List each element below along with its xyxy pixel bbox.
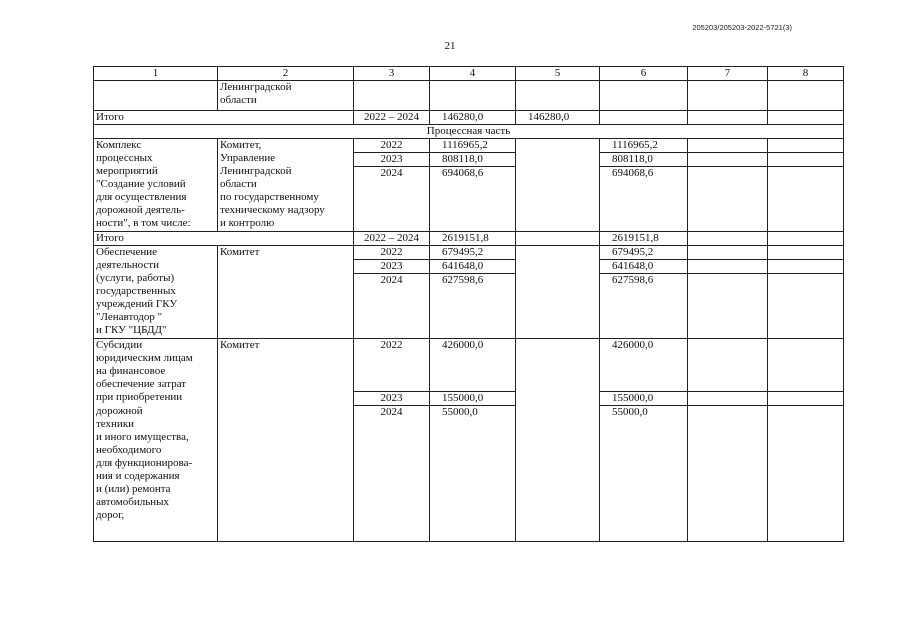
cell [94,81,218,111]
cell [768,339,844,392]
section-row [94,125,844,139]
header-col-8: 8 [768,67,844,81]
value-col-6: 2619151,8 [600,232,688,246]
cell [768,153,844,167]
cell [516,81,600,111]
cell [768,139,844,153]
cell [430,81,516,111]
cell [688,111,768,125]
executor-cell: Ленинградской области [218,81,354,111]
executor-cell: Комитет [218,339,354,542]
page-number: 21 [444,40,456,52]
value-col-6: 679495,2 [600,246,688,260]
year-cell: 2024 [354,274,430,339]
cell [688,232,768,246]
cell [354,81,430,111]
value-col-4: 1116965,2 [430,139,516,153]
cell [768,167,844,232]
budget-table [93,66,844,542]
cell [688,274,768,339]
value-col-4: 694068,6 [430,167,516,232]
cell [688,246,768,260]
section-title: Процессная часть [94,125,844,139]
measure-name-cont: при приобретении [94,391,218,405]
value-col-5: 146280,0 [516,111,600,125]
value-col-4: 426000,0 [430,339,516,392]
year-cell: 2023 [354,391,430,405]
value-col-6: 1116965,2 [600,139,688,153]
cell [688,81,768,111]
value-col-6: 55000,0 [600,405,688,541]
year-cell: 2024 [354,405,430,541]
cell [688,339,768,392]
value-col-4: 679495,2 [430,246,516,260]
measure-name: Обеспечение деятельности (услуги, работы) государственных учреждений ГКУ "Ленавтодор " и ГКУ "ЦБДД" [94,246,218,339]
cell [768,81,844,111]
header-col-4: 4 [430,67,516,81]
value-col-6: 694068,6 [600,167,688,232]
total-row [94,232,844,246]
value-col-4: 808118,0 [430,153,516,167]
year-cell: 2023 [354,260,430,274]
cell [688,139,768,153]
cell [688,167,768,232]
value-col-4: 641648,0 [430,260,516,274]
year-cell: 2024 [354,167,430,232]
header-col-1: 1 [94,67,218,81]
measure-name: Комплекс процессных мероприятий "Создание условий для осуществления дорожной деятель- ности", в том числе: [94,139,218,232]
value-col-6: 641648,0 [600,260,688,274]
value-col-6: 627598,6 [600,274,688,339]
header-col-7: 7 [688,67,768,81]
cell [516,339,600,542]
executor-cell: Комитет, Управление Ленинградской области по государственному техническому надзору и контролю [218,139,354,232]
cell [516,246,600,339]
header-row [94,67,844,81]
cell [688,153,768,167]
total-row [94,111,844,125]
header-col-2: 2 [218,67,354,81]
document-id: 205203/205203-2022-5721(3) [692,23,792,32]
table-row [94,391,844,405]
header-col-3: 3 [354,67,430,81]
total-label: Итого [94,111,354,125]
cell [516,232,600,246]
cell [600,81,688,111]
value-col-6: 808118,0 [600,153,688,167]
cell [768,246,844,260]
year-cell: 2022 [354,246,430,260]
value-col-6: 155000,0 [600,391,688,405]
header-col-6: 6 [600,67,688,81]
header-col-5: 5 [516,67,600,81]
cell [688,391,768,405]
cell [768,111,844,125]
measure-name: Субсидии юридическим лицам на финансовое обеспечение затрат [94,339,218,392]
table-row [94,246,844,260]
table-row [94,81,844,111]
cell [768,232,844,246]
table-row [94,405,844,541]
value-col-6: 426000,0 [600,339,688,392]
cell [768,274,844,339]
measure-name-cont: дорожной техники и иного имущества, необходимого для функционирова- ния и содержания и (или) ремонта автомобильных дорог, [94,405,218,541]
cell [688,260,768,274]
value-col-4: 627598,6 [430,274,516,339]
table-row [94,139,844,153]
value-col-4: 155000,0 [430,391,516,405]
table-row [94,339,844,392]
cell [768,260,844,274]
period-cell: 2022 – 2024 [354,111,430,125]
year-cell: 2023 [354,153,430,167]
cell [768,405,844,541]
year-cell: 2022 [354,139,430,153]
cell [516,139,600,232]
executor-cell: Комитет [218,246,354,339]
cell [688,405,768,541]
cell [600,111,688,125]
year-cell: 2022 [354,339,430,392]
cell [768,391,844,405]
value-col-4: 146280,0 [430,111,516,125]
period-cell: 2022 – 2024 [354,232,430,246]
value-col-4: 55000,0 [430,405,516,541]
total-label: Итого [94,232,354,246]
value-col-4: 2619151,8 [430,232,516,246]
